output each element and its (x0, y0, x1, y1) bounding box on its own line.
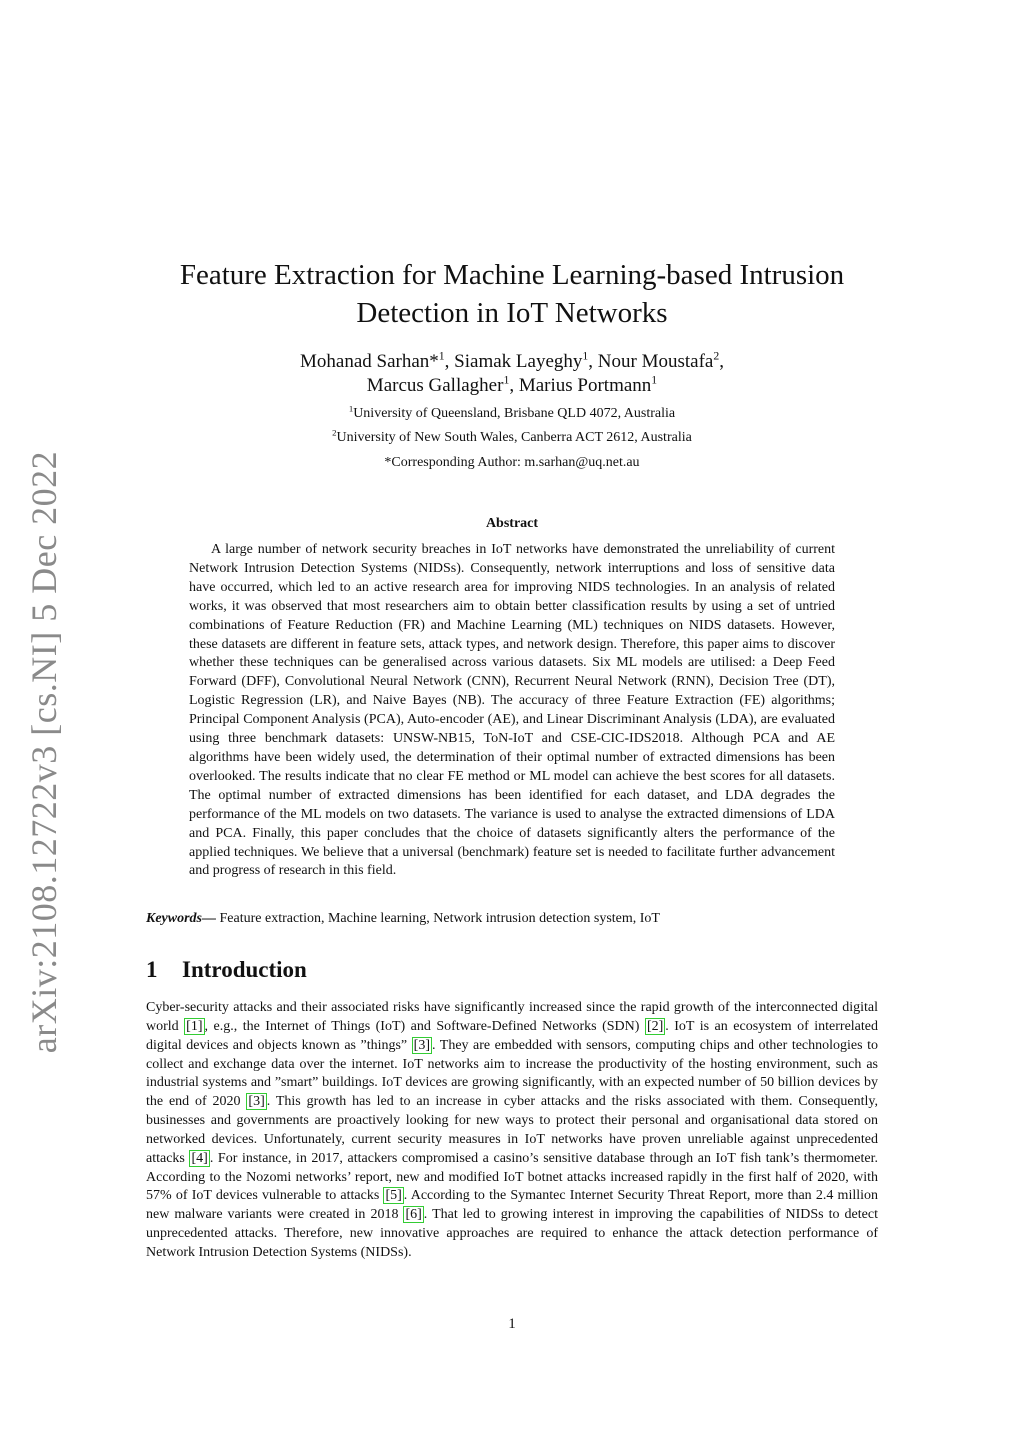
affiliation-text: University of Queensland, Brisbane QLD 4072, Australia (353, 406, 676, 421)
citation-link[interactable]: [4] (191, 1150, 208, 1166)
author-line-2 (140, 374, 884, 398)
citation-link[interactable]: [2] (646, 1018, 664, 1034)
keywords-text: Feature extraction, Machine learning, Network intrusion detection system, IoT (219, 911, 660, 926)
author-affiliation-mark: 2 (713, 349, 720, 363)
author-separator: , (444, 351, 455, 372)
paper-title (140, 256, 884, 332)
affiliation-2 (140, 428, 884, 448)
keywords-label: Keywords— (146, 911, 216, 926)
author-separator: , (509, 375, 519, 396)
citation-link[interactable]: [5] (385, 1188, 402, 1204)
author-name: Mohanad Sarhan* (300, 351, 439, 372)
intro-text: Cyber-security attacks and their associated risks have significantly increased since the rapid growth of the interconnected digital world (146, 1000, 878, 1034)
section-heading-introduction (146, 957, 307, 983)
citation-link[interactable]: [3] (413, 1037, 430, 1053)
introduction-paragraph (146, 999, 878, 1263)
citation-link[interactable]: [6] (405, 1207, 422, 1223)
author-list (140, 350, 884, 398)
corresponding-author: *Corresponding Author: m.sarhan@uq.net.au (384, 455, 640, 470)
affiliation-mark: 2 (332, 427, 337, 438)
author-separator: , (719, 351, 724, 372)
affiliation-1 (140, 404, 884, 424)
intro-text: . According to the Symantec Internet Security Threat Report, more than 2.4 million new malware variants were created in 2018 (146, 1188, 879, 1223)
intro-text: . This growth has led to an increase in cyber attacks and the risks associated with them. Consequently, businesses and governments are proactively looking for new ways to protect their personal and organisational data stored on networked devices. Unfortunately, current security measures in IoT networks have proven unreliable against unprecedented attacks (146, 1094, 878, 1166)
abstract-heading: Abstract (485, 516, 539, 531)
author-affiliation-mark: 1 (582, 349, 589, 363)
keywords (146, 909, 886, 928)
intro-text: . For instance, in 2017, attackers compromised a casino’s sensitive database through an IoT fish tank’s thermometer. According to the Nozomi networks’ report, new and modified IoT botnet attacks increased rapidly in the first half of 2020, with 57% of IoT devices vulnerable to attacks (146, 1150, 878, 1204)
title-line-1: Feature Extraction for Machine Learning-based Intrusion (179, 259, 845, 291)
author-name: Siamak Layeghy (454, 351, 583, 372)
abstract-text: A large number of network security breaches in IoT networks have demonstrated the unreliability of current Network Intrusion Detection Systems (NIDSs). Consequently, network interruptions and loss of sensitive data have occurred, which led to an active research area for improving NIDS technologies. In an analysis of related works, it was observed that most researchers aim to obtain better classification results by using a set of untried combinations of Feature Reduction (FR) and Machine Learning (ML) techniques on NIDS datasets. However, these datasets are different in feature sets, attack types, and network design. Therefore, this paper aims to discover whether these techniques can be generalised across various datasets. Six ML models are utilised: a Deep Feed Forward (DFF), Convolutional Neural Network (CNN), Recurrent Neural Network (RNN), Decision Tree (DT), Logistic Regression (LR), and Naive Bayes (NB). The accuracy of three Feature Extraction (FE) algorithms; Principal Component Analysis (PCA), Auto-encoder (AE), and Linear Discriminant Analysis (LDA), are evaluated using three benchmark datasets: UNSW-NB15, ToN-IoT and CSE-CIC-IDS2018. Although PCA and AE algorithms have been widely used, the determination of their optimal number of extracted dimensions has been overlooked. The results indicate that no clear FE method or ML model can achieve the best scores for all datasets. The optimal number of extracted dimensions has been identified for each dataset, and LDA degrades the performance of the ML models on two datasets. The variance is used to analyse the extracted dimensions of LDA and PCA. Finally, this paper concludes that the choice of datasets significantly alters the performance of the applied techniques. We believe that a universal (benchmark) feature set is needed to facilitate further advancement and progress of research in this field. (189, 542, 835, 879)
title-line-2: Detection in IoT Networks (356, 297, 668, 329)
intro-text: . That led to growing interest in improving the capabilities of NIDSs to detect unprecedented attacks. Therefore, new innovative approaches are required to enhance the attack detection performance of Network Intrusion Detection Systems (NIDSs). (146, 1207, 878, 1260)
author-affiliation-mark: 1 (651, 373, 658, 387)
affiliation-text: University of New South Wales, Canberra ACT 2612, Australia (336, 430, 692, 445)
author-name: Nour Moustafa (597, 351, 714, 372)
author-separator: , (588, 351, 598, 372)
author-name: Marius Portmann (518, 375, 652, 396)
author-name: Marcus Gallagher (366, 375, 504, 396)
intro-text: . IoT is an ecosystem of interrelated digital devices and objects known as ”things” (146, 1018, 878, 1053)
citation-link[interactable]: [3] (248, 1094, 265, 1110)
author-affiliation-mark: 1 (503, 373, 510, 387)
section-number: 1 (146, 957, 158, 982)
intro-text: , e.g., the Internet of Things (IoT) and Software-Defined Networks (SDN) (204, 1018, 645, 1034)
citation-link[interactable]: [1] (186, 1018, 203, 1034)
affiliation-mark: 1 (348, 403, 354, 414)
section-title: Introduction (182, 957, 307, 982)
arxiv-identifier: arXiv:2108.12722v3 [cs.NI] 5 Dec 2022 (24, 450, 64, 1054)
arxiv-sidebar-stamp (16, 450, 72, 1054)
intro-text: . They are embedded with sensors, computing chips and other technologies to collect and exchange data over the internet. IoT networks aim to increase the productivity of the hosting environment, such as industrial systems and ”smart” buildings. IoT devices are growing significantly, with an expected number of 50 billion devices by the end of 2020 (146, 1037, 878, 1110)
author-affiliation-mark: 1 (438, 349, 445, 363)
page-number: 1 (508, 1316, 516, 1332)
author-line-1 (140, 350, 884, 374)
